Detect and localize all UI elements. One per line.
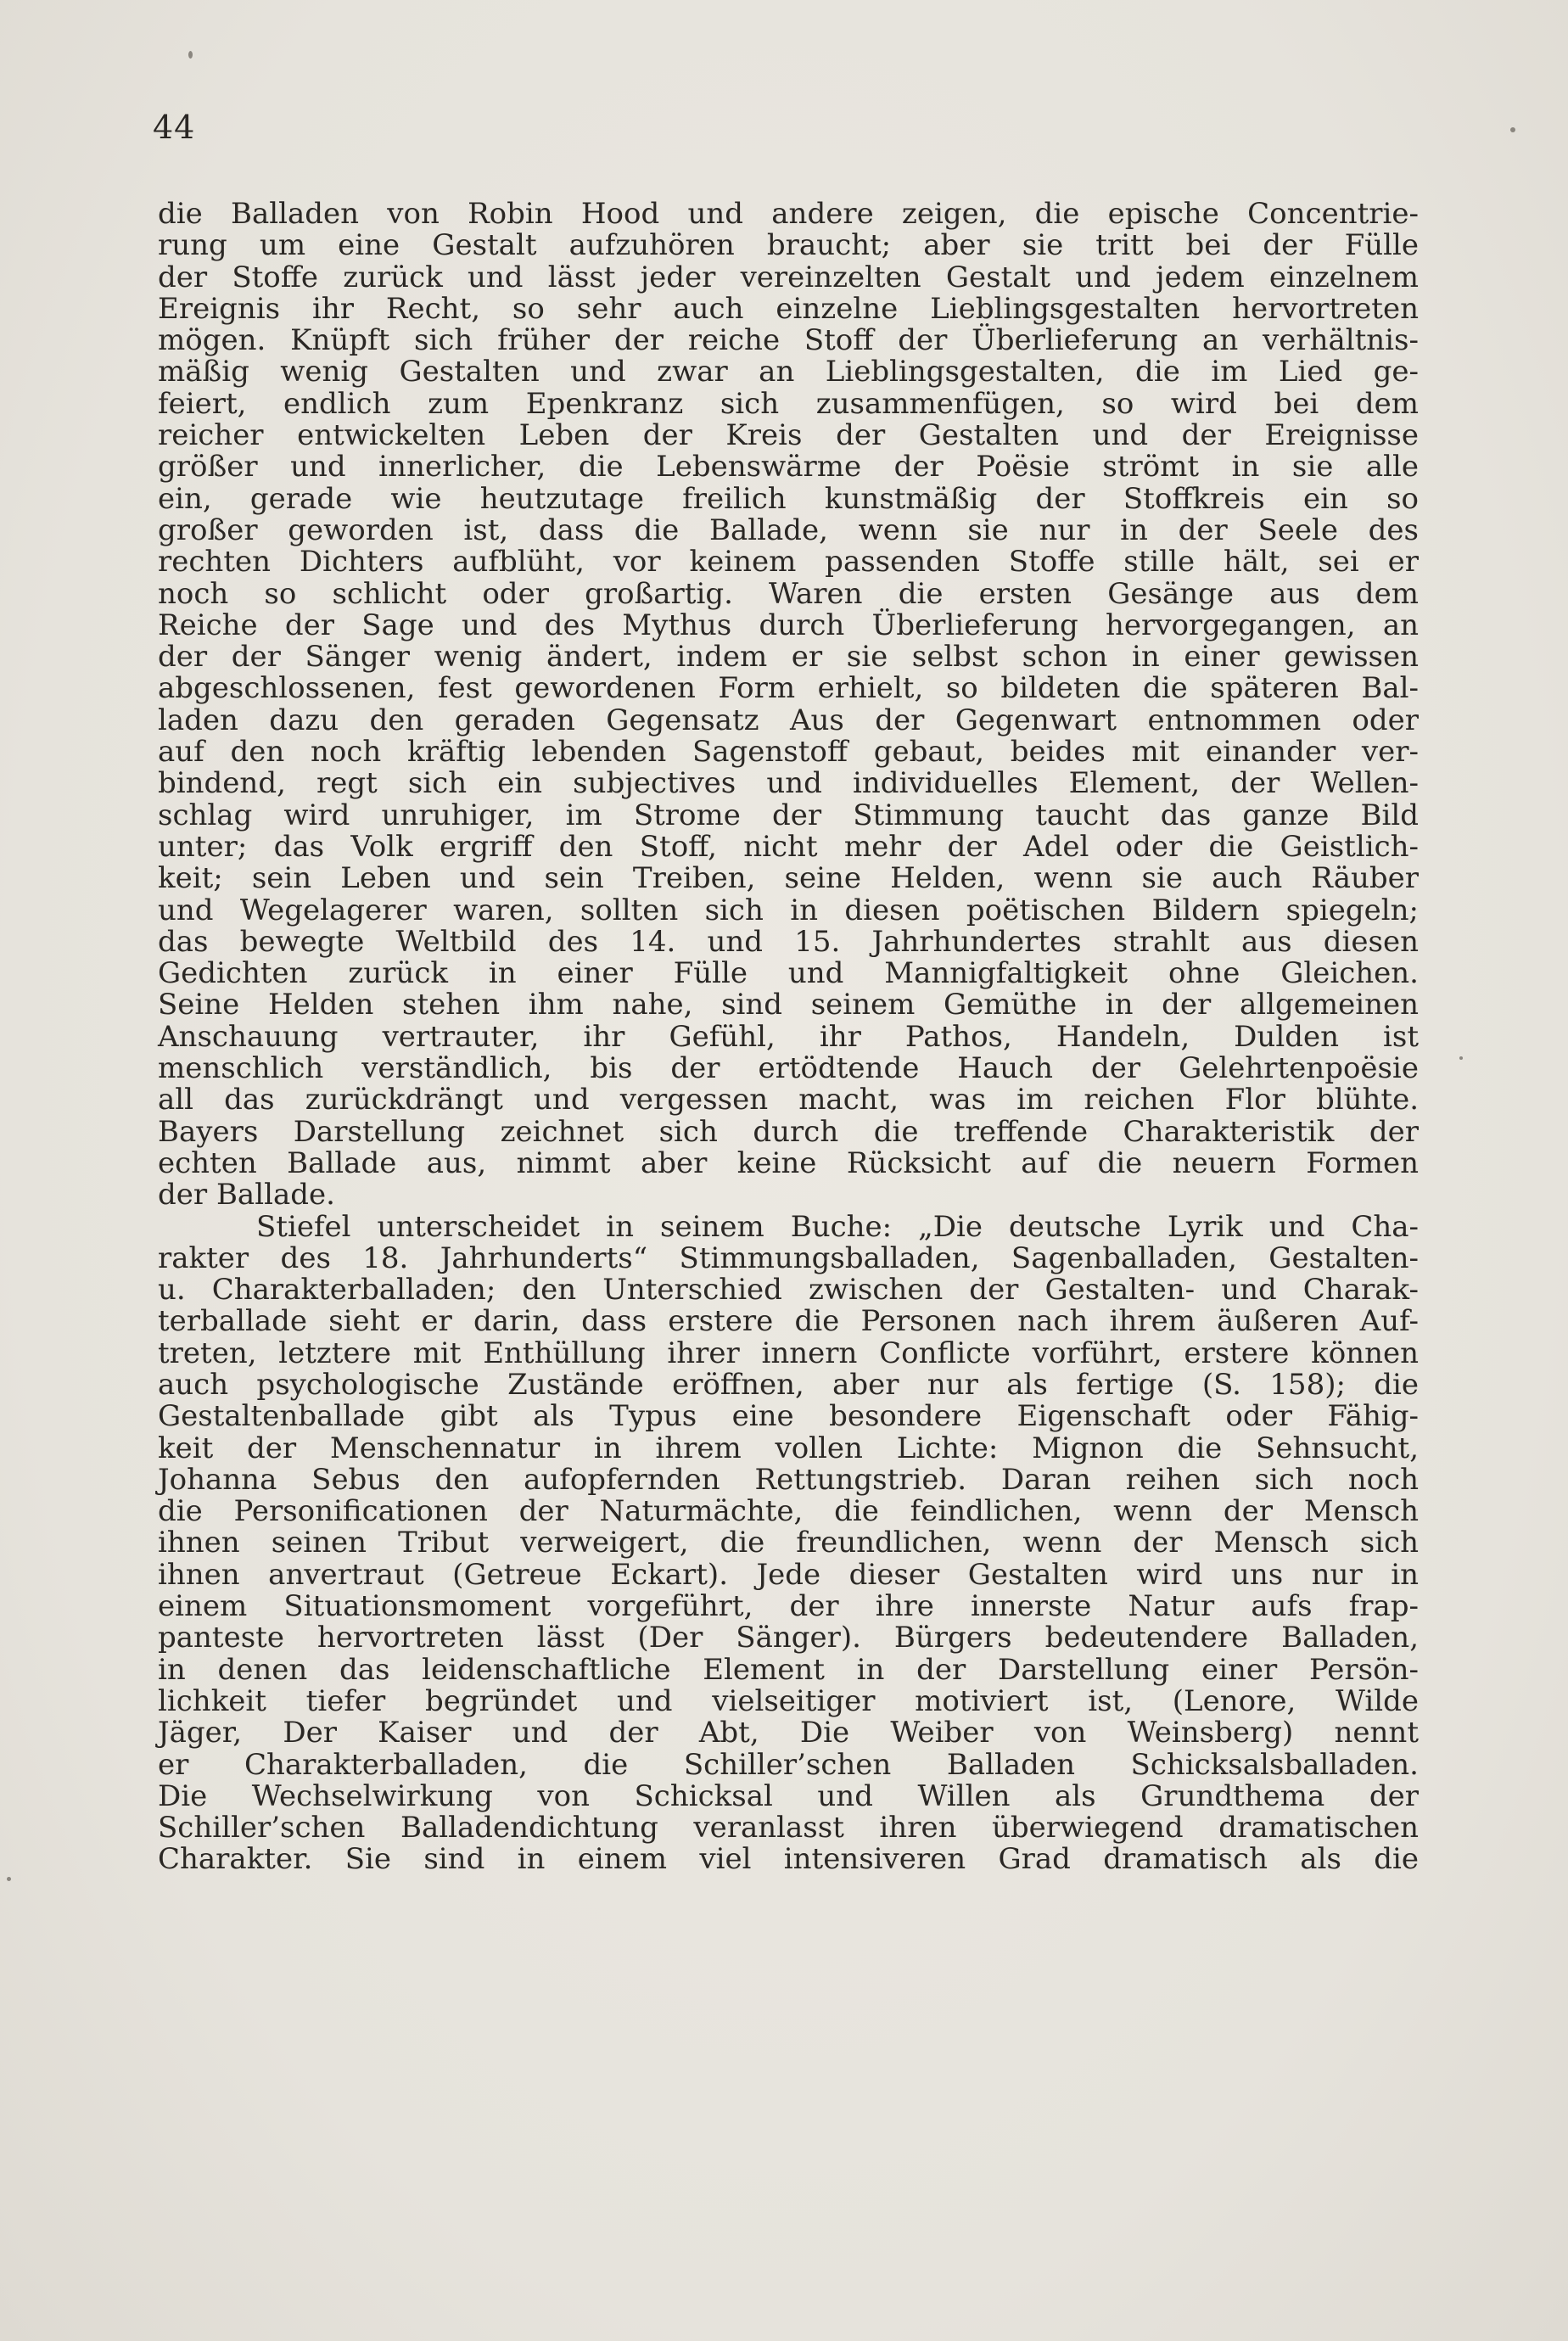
text-line: treten, letztere mit Enthüllung ihrer innern Conflicte vorführt, erstere können [158, 1336, 1419, 1370]
text-line: echten Ballade aus, nimmt aber keine Rücksicht auf die neuern Formen [158, 1145, 1419, 1180]
text-line: Ereignis ihr Recht, so sehr auch einzelne Lieblingsgestalten hervortreten [158, 291, 1419, 326]
text-line: Bayers Darstellung zeichnet sich durch die treffende Charakteristik der [158, 1114, 1419, 1149]
text-line: die Balladen von Robin Hood und andere zeigen, die epische Concentrie- [158, 197, 1419, 231]
text-line: Schiller’schen Balladendichtung veranlasst ihren überwiegend dramatischen [158, 1811, 1419, 1845]
page-number: 44 [153, 109, 196, 146]
text-line: der Stoffe zurück und lässt jeder vereinzelten Gestalt und jedem einzelnem [158, 260, 1419, 294]
text-line: mäßig wenig Gestalten und zwar an Lieblingsgestalten, die im Lied ge- [158, 355, 1419, 389]
text-line: ihnen seinen Tribut verweigert, die freundlichen, wenn der Mensch sich [158, 1526, 1419, 1560]
text-line: auf den noch kräftig lebenden Sagenstoff gebaut, beides mit einander ver- [158, 735, 1419, 770]
text-line: ihnen anvertraut (Getreue Eckart). Jede dieser Gestalten wird uns nur in [158, 1557, 1419, 1592]
text-line: das bewegte Weltbild des 14. und 15. Jahrhundertes strahlt aus diesen [158, 924, 1419, 959]
body-text [158, 199, 1419, 1876]
paper-speck [188, 51, 193, 59]
paper-speck [1459, 1056, 1463, 1060]
text-line: rakter des 18. Jahrhunderts“ Stimmungsballaden, Sagenballaden, Gestalten- [158, 1241, 1419, 1275]
text-line: Seine Helden stehen ihm nahe, sind seinem Gemüthe in der allgemeinen [158, 988, 1419, 1022]
text-line: der der Sänger wenig ändert, indem er sie selbst schon in einer gewissen [158, 640, 1419, 675]
text-line: bindend, regt sich ein subjectives und individuelles Element, der Wellen- [158, 766, 1419, 801]
text-line: Jäger, Der Kaiser und der Abt, Die Weiber von Weinsberg) nennt [158, 1716, 1419, 1750]
text-line: Gestaltenballade gibt als Typus eine besondere Eigenschaft oder Fähig- [158, 1399, 1419, 1434]
text-line: laden dazu den geraden Gegensatz Aus der Gegenwart entnommen oder [158, 703, 1419, 737]
text-line: keit; sein Leben und sein Treiben, seine Helden, wenn sie auch Räuber [158, 861, 1419, 896]
text-line: Reiche der Sage und des Mythus durch Überlieferung hervorgegangen, an [158, 608, 1419, 642]
text-line: in denen das leidenschaftliche Element in der Darstellung einer Persön- [158, 1652, 1419, 1687]
text-line: Gedichten zurück in einer Fülle und Mannigfaltigkeit ohne Gleichen. [158, 956, 1419, 991]
text-line: rechten Dichters aufblüht, vor keinem passenden Stoffe stille hält, sei er [158, 545, 1419, 580]
text-line: Johanna Sebus den aufopfernden Rettungstrieb. Daran reihen sich noch [158, 1462, 1419, 1497]
text-line: einem Situationsmoment vorgeführt, der ihre innerste Natur aufs frap- [158, 1589, 1419, 1624]
text-line: all das zurückdrängt und vergessen macht, was im reichen Flor blühte. [158, 1083, 1419, 1117]
text-line: auch psychologische Zustände eröffnen, aber nur als fertige (S. 158); die [158, 1367, 1419, 1402]
paper-speck [1510, 127, 1515, 132]
text-line: er Charakterballaden, die Schiller’schen Balladen Schicksalsballaden. [158, 1747, 1419, 1782]
text-line: reicher entwickelten Leben der Kreis der Gestalten und der Ereignisse [158, 418, 1419, 453]
text-line: Die Wechselwirkung von Schicksal und Willen als Grundthema der [158, 1778, 1419, 1813]
text-line: unter; das Volk ergriff den Stoff, nicht mehr der Adel oder die Geistlich- [158, 829, 1419, 864]
text-line: u. Charakterballaden; den Unterschied zwischen der Gestalten- und Charak- [158, 1273, 1419, 1308]
text-line: schlag wird unruhiger, im Strome der Stimmung taucht das ganze Bild [158, 798, 1419, 832]
text-line: Charakter. Sie sind in einem viel intensiveren Grad dramatisch als die [158, 1842, 1419, 1877]
text-line: abgeschlossenen, fest gewordenen Form erhielt, so bildeten die späteren Bal- [158, 671, 1419, 706]
text-line: großer geworden ist, dass die Ballade, wenn sie nur in der Seele des [158, 512, 1419, 547]
text-line: rung um eine Gestalt aufzuhören braucht; aber sie tritt bei der Fülle [158, 228, 1419, 263]
text-line: keit der Menschennatur in ihrem vollen Lichte: Mignon die Sehnsucht, [158, 1431, 1419, 1465]
text-line: terballade sieht er darin, dass erstere die Personen nach ihrem äußeren Auf- [158, 1304, 1419, 1339]
text-line: ein, gerade wie heutzutage freilich kunstmäßig der Stoffkreis ein so [158, 481, 1419, 516]
text-line: feiert, endlich zum Epenkranz sich zusammenfügen, so wird bei dem [158, 386, 1419, 421]
paper-speck [7, 1877, 11, 1881]
text-line: menschlich verständlich, bis der ertödtende Hauch der Gelehrtenpoësie [158, 1051, 1419, 1086]
text-line: lichkeit tiefer begründet und vielseitiger motiviert ist, (Lenore, Wilde [158, 1683, 1419, 1718]
text-line: die Personificationen der Naturmächte, die feindlichen, wenn der Mensch [158, 1494, 1419, 1529]
text-line: Stiefel unterscheidet in seinem Buche: „Die deutsche Lyrik und Cha- [256, 1209, 1419, 1244]
text-line: der Ballade. [158, 1178, 335, 1213]
text-line: panteste hervortreten lässt (Der Sänger). Bürgers bedeutendere Balladen, [158, 1621, 1419, 1655]
text-line: und Wegelagerer waren, sollten sich in diesen poëtischen Bildern spiegeln; [158, 893, 1419, 927]
text-line: mögen. Knüpft sich früher der reiche Stoff der Überlieferung an verhältnis- [158, 323, 1419, 358]
text-line: größer und innerlicher, die Lebenswärme der Poësie strömt in sie alle [158, 450, 1419, 484]
text-line: noch so schlicht oder großartig. Waren die ersten Gesänge aus dem [158, 576, 1419, 611]
text-line: Anschauung vertrauter, ihr Gefühl, ihr Pathos, Handeln, Dulden ist [158, 1019, 1419, 1054]
